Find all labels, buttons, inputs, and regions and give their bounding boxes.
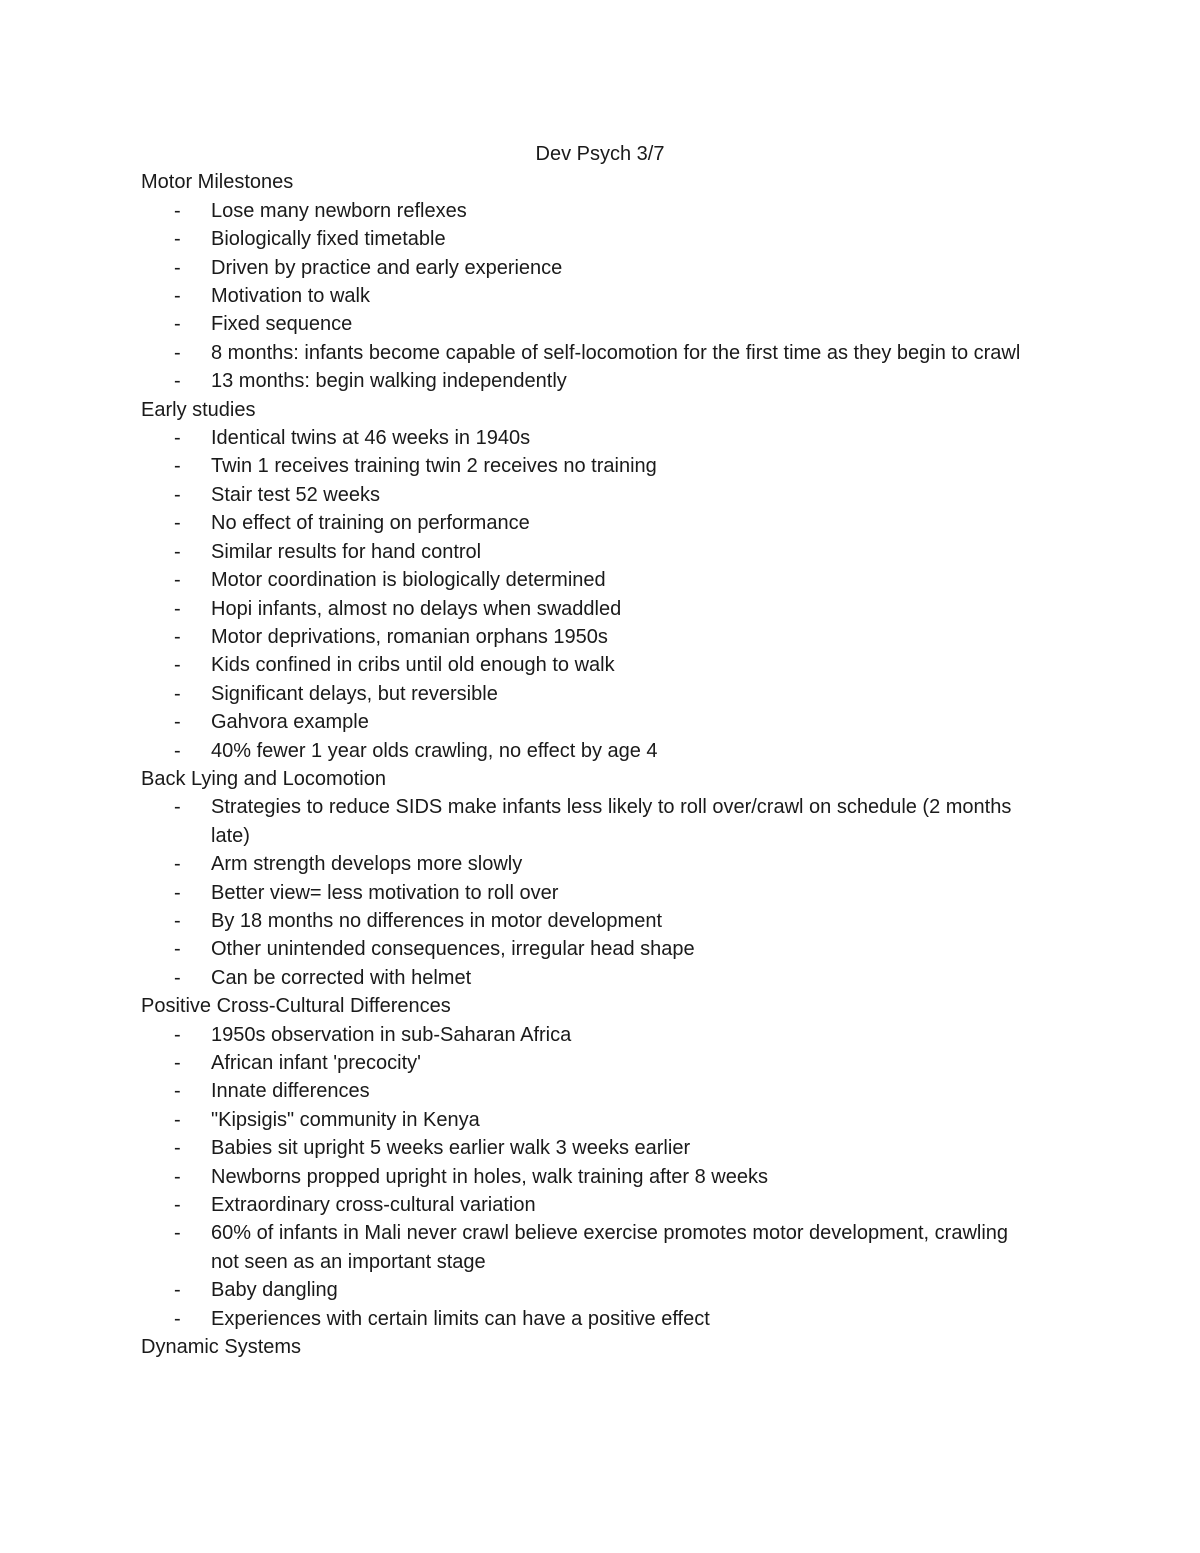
list-item-text: Baby dangling (211, 1279, 338, 1302)
list-item (141, 1305, 1041, 1333)
section (141, 1333, 1041, 1361)
dash-bullet-icon: - (174, 256, 181, 279)
list-item (141, 793, 1041, 850)
list-item (141, 1163, 1041, 1191)
list-item-text: African infant 'precocity' (211, 1052, 421, 1074)
dash-bullet-icon: - (174, 370, 181, 393)
list-item-text: Other unintended consequences, irregular head shape (211, 938, 695, 961)
dash-bullet-icon: - (174, 739, 181, 762)
list-item-text: Motor coordination is biologically determined (211, 569, 606, 592)
list-item-text: Babies sit upright 5 weeks earlier walk 3 weeks earlier (211, 1137, 691, 1160)
list-item-text: Extraordinary cross-cultural variation (211, 1194, 536, 1217)
document-title: Dev Psych 3/7 (535, 143, 665, 165)
list-item (141, 1049, 1041, 1077)
list-item (141, 651, 1041, 679)
list-item-text: 40% fewer 1 year olds crawling, no effect by age 4 (211, 739, 658, 762)
dash-bullet-icon: - (174, 569, 181, 592)
section (141, 168, 1041, 395)
bullet-list (141, 1021, 1041, 1333)
dash-bullet-icon: - (174, 796, 181, 819)
list-item-text: No effect of training on performance (211, 512, 530, 535)
list-item-text: Similar results for hand control (211, 540, 482, 563)
list-item (141, 1106, 1041, 1134)
list-item (141, 452, 1041, 480)
list-item (141, 623, 1041, 651)
dash-bullet-icon: - (174, 1023, 181, 1046)
list-item-text: Arm strength develops more slowly (211, 853, 523, 876)
list-item-text: By 18 months no differences in motor development (211, 909, 662, 932)
list-item-text: Significant delays, but reversible (211, 682, 498, 705)
dash-bullet-icon: - (174, 1052, 181, 1074)
list-item-text: Innate differences (211, 1080, 370, 1103)
list-item (141, 197, 1041, 225)
section (141, 992, 1041, 1333)
list-item-text: Better view= less motivation to roll over (211, 881, 559, 904)
list-item-text: 1950s observation in sub-Saharan Africa (211, 1023, 572, 1046)
list-item-text: "Kipsigis" community in Kenya (211, 1108, 480, 1131)
dash-bullet-icon: - (174, 483, 181, 506)
list-item-text: Motor deprivations, romanian orphans 1950s (211, 625, 608, 648)
list-item-text: Lose many newborn reflexes (211, 199, 467, 222)
document-body (141, 140, 1041, 1361)
list-item (141, 595, 1041, 623)
list-item (141, 538, 1041, 566)
section-heading: Positive Cross-Cultural Differences (141, 995, 451, 1018)
list-item (141, 1276, 1041, 1304)
list-item (141, 935, 1041, 963)
list-item (141, 1077, 1041, 1105)
list-item-text: Hopi infants, almost no delays when swaddled (211, 597, 622, 620)
list-item (141, 964, 1041, 992)
list-item (141, 566, 1041, 594)
list-item-text: Driven by practice and early experience (211, 256, 563, 279)
list-item-text: Gahvora example (211, 711, 369, 734)
list-item-text: Newborns propped upright in holes, walk training after 8 weeks (211, 1165, 768, 1188)
bullet-list (141, 424, 1041, 765)
dash-bullet-icon: - (174, 540, 181, 563)
list-item (141, 481, 1041, 509)
sections-container (141, 168, 1041, 1361)
list-item-text: Biologically fixed timetable (211, 228, 446, 251)
dash-bullet-icon: - (174, 853, 181, 876)
dash-bullet-icon: - (174, 881, 181, 904)
dash-bullet-icon: - (174, 199, 181, 222)
list-item (141, 310, 1041, 338)
list-item (141, 907, 1041, 935)
dash-bullet-icon: - (174, 455, 181, 478)
dash-bullet-icon: - (174, 1080, 181, 1103)
bullet-list (141, 197, 1041, 396)
list-item (141, 1021, 1041, 1049)
list-item-text: Identical twins at 46 weeks in 1940s (211, 427, 531, 450)
bullet-list (141, 793, 1041, 992)
list-item-text: Can be corrected with helmet (211, 966, 472, 989)
dash-bullet-icon: - (174, 654, 181, 677)
list-item (141, 254, 1041, 282)
dash-bullet-icon: - (174, 313, 181, 336)
dash-bullet-icon: - (174, 1194, 181, 1217)
dash-bullet-icon: - (174, 938, 181, 961)
list-item (141, 282, 1041, 310)
list-item (141, 708, 1041, 736)
section-heading: Early studies (141, 398, 256, 421)
dash-bullet-icon: - (174, 285, 181, 308)
list-item-text: Motivation to walk (211, 285, 370, 308)
list-item (141, 850, 1041, 878)
dash-bullet-icon: - (174, 1307, 181, 1330)
list-item-text: Experiences with certain limits can have a positive effect (211, 1307, 710, 1330)
list-item-text: Fixed sequence (211, 313, 353, 336)
list-item (141, 1219, 1041, 1276)
dash-bullet-icon: - (174, 597, 181, 620)
list-item-text: Strategies to reduce SIDS make infants less likely to roll over/crawl on schedule (2 months late) (211, 796, 1012, 847)
section (141, 765, 1041, 992)
section-heading: Motor Milestones (141, 171, 294, 194)
dash-bullet-icon: - (174, 1222, 181, 1245)
list-item-text: 60% of infants in Mali never crawl believe exercise promotes motor development, crawling not seen as an important stage (211, 1222, 1009, 1273)
section (141, 396, 1041, 765)
list-item-text: 8 months: infants become capable of self-locomotion for the first time as they begin to crawl (211, 341, 1021, 364)
dash-bullet-icon: - (174, 1137, 181, 1160)
list-item-text: Kids confined in cribs until old enough to walk (211, 654, 615, 677)
dash-bullet-icon: - (174, 1279, 181, 1302)
list-item (141, 1191, 1041, 1219)
list-item-text: Twin 1 receives training twin 2 receives no training (211, 455, 657, 478)
list-item-text: 13 months: begin walking independently (211, 370, 567, 393)
dash-bullet-icon: - (174, 341, 181, 364)
dash-bullet-icon: - (174, 909, 181, 932)
list-item (141, 225, 1041, 253)
dash-bullet-icon: - (174, 427, 181, 450)
list-item (141, 737, 1041, 765)
dash-bullet-icon: - (174, 512, 181, 535)
dash-bullet-icon: - (174, 682, 181, 705)
list-item-text: Stair test 52 weeks (211, 483, 380, 506)
dash-bullet-icon: - (174, 711, 181, 734)
list-item (141, 879, 1041, 907)
list-item (141, 509, 1041, 537)
dash-bullet-icon: - (174, 966, 181, 989)
list-item (141, 367, 1041, 395)
dash-bullet-icon: - (174, 228, 181, 251)
dash-bullet-icon: - (174, 1108, 181, 1131)
section-heading: Dynamic Systems (141, 1336, 302, 1359)
list-item (141, 1134, 1041, 1162)
section-heading: Back Lying and Locomotion (141, 767, 386, 790)
list-item (141, 680, 1041, 708)
list-item (141, 339, 1041, 367)
list-item (141, 424, 1041, 452)
dash-bullet-icon: - (174, 625, 181, 648)
dash-bullet-icon: - (174, 1165, 181, 1188)
